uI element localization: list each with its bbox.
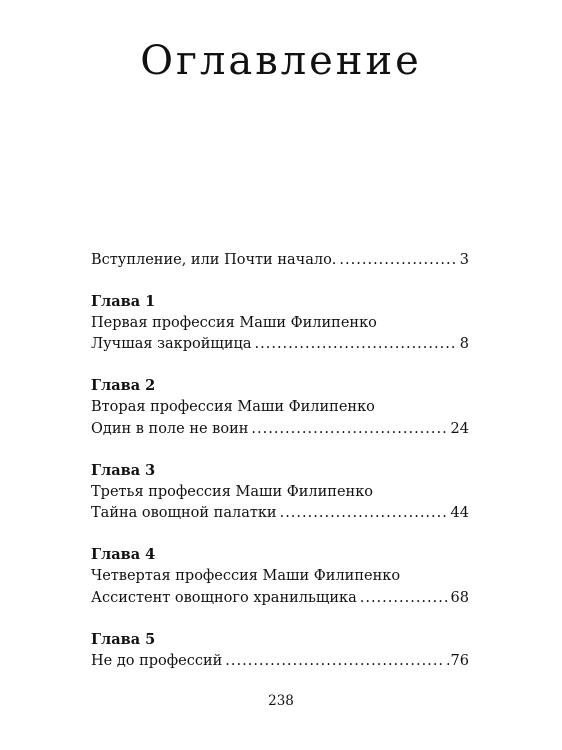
page-title: Оглавление xyxy=(140,38,422,84)
dot-leader xyxy=(339,250,456,270)
toc-entry-title: Тайна овощной палатки xyxy=(91,505,277,521)
toc-entry-title: Ассистент овощного хранильщика xyxy=(91,590,357,606)
toc-entry-chapter-5 xyxy=(91,651,469,671)
dot-leader xyxy=(225,651,443,671)
toc-entry-title: Один в поле не воин xyxy=(91,421,249,437)
chapter-2-label: Глава 2 xyxy=(91,377,156,394)
toc-page-number: 68 xyxy=(450,590,469,606)
page-number: 238 xyxy=(268,693,294,709)
chapter-2-subtitle: Вторая профессия Маши Филипенко xyxy=(91,399,375,415)
dot-leader xyxy=(251,419,447,439)
chapter-1-label: Глава 1 xyxy=(91,293,156,310)
dot-leader xyxy=(360,588,448,608)
chapter-4-label: Глава 4 xyxy=(91,546,156,563)
toc-entry-chapter-1 xyxy=(91,334,469,354)
chapter-5-label: Глава 5 xyxy=(91,631,156,648)
dot-leader xyxy=(255,334,457,354)
toc-page-number: 3 xyxy=(459,252,469,268)
dot-leader xyxy=(280,503,448,523)
toc-page-number: 44 xyxy=(450,505,469,521)
toc-entry-chapter-3 xyxy=(91,503,469,523)
toc-entry-title: Не до профессий xyxy=(91,653,223,669)
chapter-4-subtitle: Четвертая профессия Маши Филипенко xyxy=(91,568,401,584)
chapter-3-label: Глава 3 xyxy=(91,462,156,479)
chapter-3-subtitle: Третья профессия Маши Филипенко xyxy=(91,484,373,500)
toc-page-number: .76 xyxy=(445,653,469,669)
toc-page-number: 8 xyxy=(459,336,469,352)
toc-entry-title: Лучшая закройщица xyxy=(91,336,252,352)
toc-entry-chapter-2 xyxy=(91,419,469,439)
toc-entry-chapter-4 xyxy=(91,588,469,608)
toc-entry-title: Вступление, или Почти начало. xyxy=(91,252,337,268)
toc-entry-intro xyxy=(91,250,469,270)
toc-page-number: 24 xyxy=(450,421,469,437)
chapter-1-subtitle: Первая профессия Маши Филипенко xyxy=(91,315,377,331)
